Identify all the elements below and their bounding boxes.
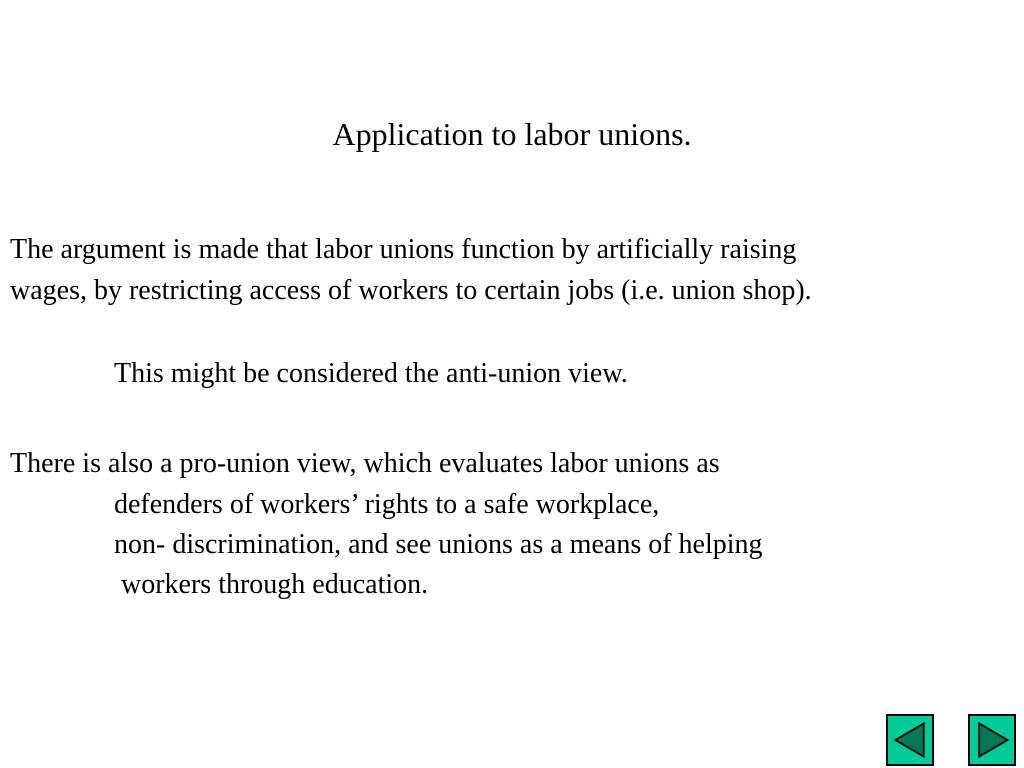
right-triangle-icon [970, 716, 1014, 764]
previous-slide-button[interactable] [886, 714, 934, 766]
left-triangle-icon [888, 716, 932, 764]
paragraph-1-line-1: The argument is made that labor unions function by artificially raising [10, 234, 797, 265]
paragraph-2-line-4: workers through education. [114, 569, 429, 600]
paragraph-2-line-2: defenders of workers’ rights to a safe workplace, [114, 489, 660, 520]
paragraph-1-line-2: wages, by restricting access of workers to certain jobs (i.e. union shop). [10, 275, 812, 306]
next-slide-button[interactable] [968, 714, 1016, 766]
anti-union-note: This might be considered the anti-union view. [114, 358, 628, 389]
paragraph-2-line-1: There is also a pro-union view, which evaluates labor unions as [10, 448, 720, 479]
paragraph-2-line-3: non- discrimination, and see unions as a means of helping [114, 529, 763, 560]
slide-title: Application to labor unions. [332, 116, 692, 152]
